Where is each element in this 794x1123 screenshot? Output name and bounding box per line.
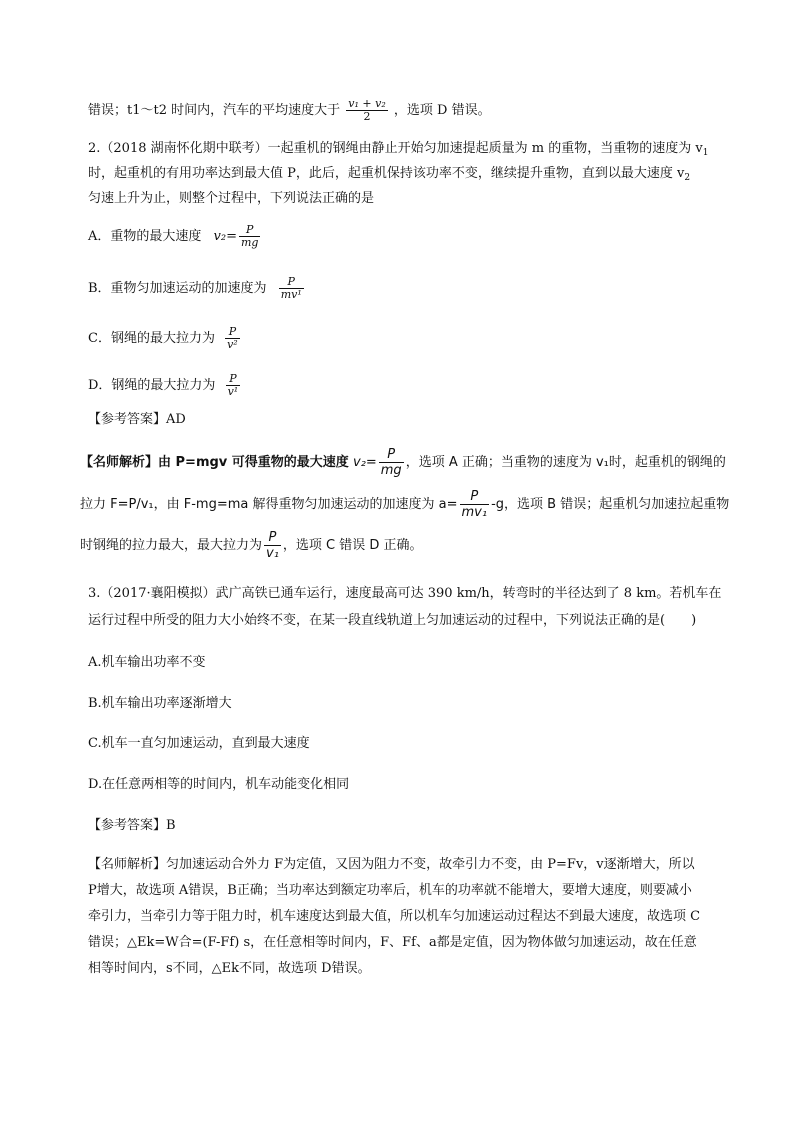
q2-stem-sub-1: 1 — [702, 148, 709, 158]
q2-stem-line-1 — [88, 141, 708, 157]
fraction-denominator: v₁ — [266, 546, 279, 561]
fraction-numerator: P — [229, 372, 237, 385]
q2-option-b — [88, 276, 306, 301]
q3-option-d: D.在任意两相等的时间内，机车动能变化相同 — [88, 777, 350, 792]
q2-option-c — [88, 326, 242, 351]
fraction-denominator: mg — [240, 236, 259, 249]
fraction-denominator: v¹ — [227, 385, 239, 398]
q1-tail-line — [88, 98, 491, 123]
q3-option-b: B.机车输出功率逐渐增大 — [88, 696, 232, 711]
fraction-numerator: v₁ + v₂ — [348, 97, 386, 110]
fraction-denominator: mv₁ — [461, 505, 488, 520]
q1-avg-velocity-fraction — [346, 98, 387, 123]
q2-exp-text-1b: ，选项 A 正确；当重物的速度为 v₁时，起重机的钢绳的 — [405, 455, 726, 470]
q2-option-b-fraction — [279, 276, 304, 301]
fraction-denominator: 2 — [346, 110, 387, 123]
fraction-numerator: P — [387, 447, 396, 462]
q2-exp-text-3a: 时钢绳的拉力最大，最大拉力为 — [80, 538, 263, 553]
q2-stem-line-3: 匀速上升为止，则整个过程中，下列说法正确的是 — [88, 191, 375, 206]
q2-stem-text-2: 时，起重机的有用功率达到最大值 P，此后，起重机保持该功率不变，继续提升重物，直到以最大速度 v — [88, 166, 685, 181]
q2-option-a-text: A．重物的最大速度 — [88, 229, 202, 244]
fraction-numerator: P — [287, 275, 295, 288]
fraction-denominator: mv¹ — [280, 288, 302, 301]
q2-stem-sub-2: 2 — [684, 173, 691, 183]
fraction-denominator: mg — [380, 463, 402, 478]
q2-exp-fraction-2 — [460, 489, 490, 520]
q2-answer: 【参考答案】AD — [88, 412, 186, 427]
q3-explanation-line-4: 错误；△Ek=W合=(F-Ff) s，在任意相等时间内，F、Ff、a都是定值，因为物体做匀加速运动，故在任意 — [88, 935, 697, 950]
q2-exp-text-2a: 拉力 F=P/v₁，由 F-mg=ma 解得重物匀加速运动的加速度为 a= — [80, 497, 458, 512]
q2-option-c-text: C．钢绳的最大拉力为 — [88, 331, 215, 346]
q3-explanation-line-5: 相等时间内，s不同，△Ek不同，故选项 D错误。 — [88, 961, 371, 976]
q2-option-a-fraction — [239, 224, 260, 249]
q1-tail-suffix: ，选项 D 错误。 — [393, 103, 491, 118]
q2-option-a — [88, 224, 262, 249]
q2-option-d — [88, 373, 242, 398]
q2-stem-text-1: 2.（2018 湖南怀化期中联考）一起重机的钢绳由静止开始匀加速提起质量为 m 的重物，当重物的速度为 v — [88, 141, 703, 156]
q2-exp-text-3b: ，选项 C 错误 D 正确。 — [282, 538, 423, 553]
q3-explanation-line-3: 牵引力，当牵引力等于阻力时，机车速度达到最大值，所以机车匀加速运动过程达不到最大速度，故选项 C — [88, 909, 701, 924]
q2-exp-text-1a: 【名师解析】由 P=mgv 可得重物的最大速度 — [80, 455, 349, 470]
q2-exp-lhs: v₂= — [352, 455, 377, 470]
fraction-numerator: P — [470, 489, 479, 504]
q2-option-d-text: D．钢绳的最大拉力为 — [88, 378, 216, 393]
q3-explanation-line-1: 【名师解析】匀加速运动合外力 F为定值，又因为阻力不变，故牵引力不变，由 P=Fv，v逐渐增大，所以 — [88, 857, 695, 872]
q3-stem-line-1: 3.（2017·襄阳模拟）武广高铁已通车运行，速度最高可达 390 km/h，转弯时的半径达到了 8 km。若机车在 — [88, 586, 722, 601]
q2-explanation-line-2 — [80, 489, 729, 520]
q2-explanation-line-3 — [80, 530, 423, 561]
fraction-denominator: v² — [227, 338, 238, 351]
q2-exp-fraction-1 — [379, 447, 404, 478]
q2-option-d-fraction — [226, 373, 241, 398]
q3-option-a: A.机车输出功率不变 — [88, 655, 206, 670]
q2-exp-text-2b: -g，选项 B 错误；起重机匀加速拉起重物 — [491, 497, 730, 512]
q2-stem-line-2 — [88, 166, 690, 182]
q3-option-c: C.机车一直匀加速运动，直到最大速度 — [88, 736, 310, 751]
q3-explanation-line-2: P增大，故选项 A错误，B正确；当功率达到额定功率后，机车的功率就不能增大，要增大速度，则要减小 — [88, 883, 692, 898]
q2-option-c-fraction — [225, 326, 240, 351]
q3-answer: 【参考答案】B — [88, 818, 176, 833]
q2-exp-fraction-3 — [264, 530, 281, 561]
q3-stem-line-2: 运行过程中所受的阻力大小始终不变，在某一段直线轨道上匀加速运动的过程中，下列说法正确的是( ) — [88, 613, 697, 628]
q1-tail-prefix: 错误；t1～t2 时间内，汽车的平均速度大于 — [88, 103, 341, 118]
q2-explanation-line-1 — [80, 447, 726, 478]
fraction-numerator: P — [246, 223, 254, 236]
fraction-numerator: P — [228, 325, 237, 338]
fraction-numerator: P — [268, 530, 277, 545]
q2-option-b-text: B．重物匀加速运动的加速度为 — [88, 281, 267, 296]
q2-option-a-lhs: v₂= — [213, 229, 237, 244]
